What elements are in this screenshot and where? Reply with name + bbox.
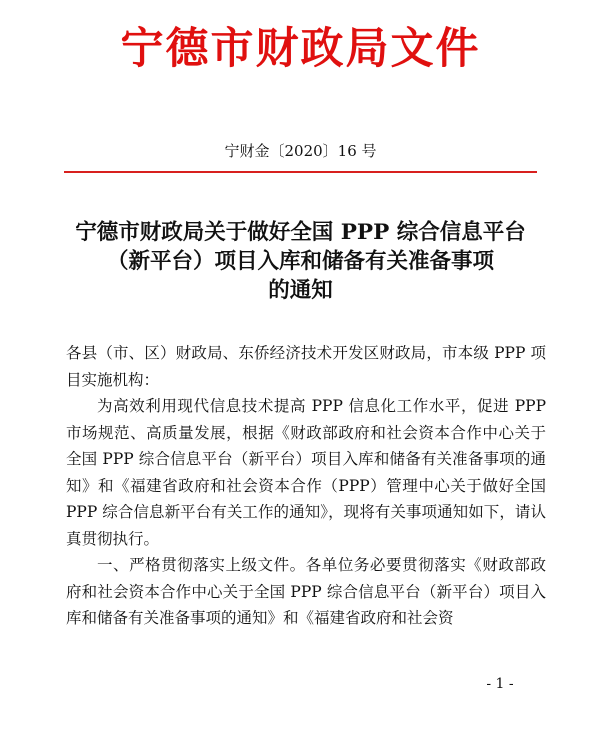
document-header-title: 宁德市财政局文件 (120, 24, 481, 74)
header-divider-line (64, 171, 537, 173)
body-paragraph-2: 一、严格贯彻落实上级文件。各单位务必要贯彻落实《财政部政府和社会资本合作中心关于全国 PPP 综合信息平台（新平台）项目入库和储备有关准备事项的通知》和《福建省政府和社会资 (66, 556, 546, 627)
title-line-2: （新平台）项目入库和储备有关准备事项 (106, 249, 494, 274)
body-paragraph-1: 为高效利用现代信息技术提高 PPP 信息化工作水平，促进 PPP 市场规范、高质量发展，根据《财政部政府和社会资本合作中心关于全国 PPP 综合信息平台（新平台）项目入库和储备有关准备事项的通知》和《福建省政府和社会资本合作（PPP）管理中心关于做好全国 PPP 综合信息新平台有关工作的通知》，现将有关事项通知如下，请认真贯彻执行。 (66, 397, 546, 548)
title-line-1: 宁德市财政局关于做好全国 PPP 综合信息平台 (75, 220, 526, 245)
document-number: 宁财金〔2020〕16 号 (224, 142, 377, 160)
document-title (20, 218, 581, 305)
title-line-3: 的通知 (268, 278, 333, 303)
addressee: 各县（市、区）财政局、东侨经济技术开发区财政局，市本级 PPP 项目实施机构： (66, 344, 546, 389)
page-number: - 1 - (486, 676, 514, 692)
document-body (66, 340, 546, 632)
